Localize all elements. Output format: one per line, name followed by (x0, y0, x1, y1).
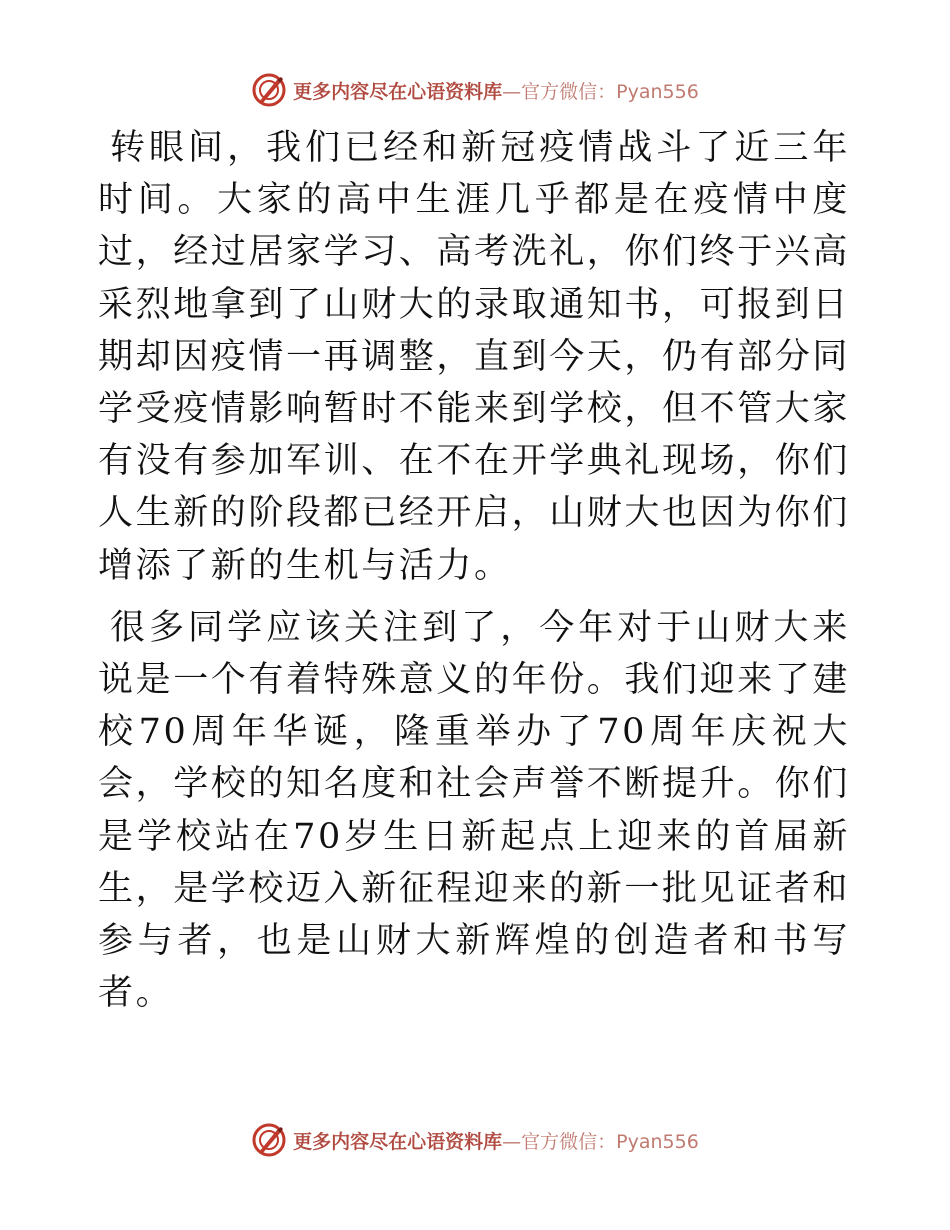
header-banner-text (293, 77, 699, 104)
header-banner-sub: —官方微信：Pyan556 (502, 80, 699, 103)
footer-banner-sub: —官方微信：Pyan556 (502, 1130, 699, 1153)
footer-banner-main: 更多内容尽在心语资料库 (293, 1130, 503, 1153)
header-banner (0, 70, 950, 110)
logo-icon (251, 72, 287, 108)
footer-banner (0, 1120, 950, 1160)
footer-banner-text (293, 1127, 699, 1154)
header-banner-main: 更多内容尽在心语资料库 (293, 80, 503, 103)
document-body (98, 122, 850, 1029)
paragraph-1: 转眼间，我们已经和新冠疫情战斗了近三年时间。大家的高中生涯几乎都是在疫情中度过，经过居家学习、高考洗礼，你们终于兴高采烈地拿到了山财大的录取通知书，可报到日期却因疫情一再调整，直到今天，仍有部分同学受疫情影响暂时不能来到学校，但不管大家有没有参加军训、在不在开学典礼现场，你们人生新的阶段都已经开启，山财大也因为你们增添了新的生机与活力。 (98, 128, 851, 586)
paragraph-2: 很多同学应该关注到了，今年对于山财大来说是一个有着特殊意义的年份。我们迎来了建校70周年华诞，隆重举办了70周年庆祝大会，学校的知名度和社会声誉不断提升。你们是学校站在70岁生日新起点上迎来的首届新生，是学校迈入新征程迎来的新一批见证者和参与者，也是山财大新辉煌的创造者和书写者。 (98, 607, 851, 1014)
logo-icon (251, 1122, 287, 1158)
